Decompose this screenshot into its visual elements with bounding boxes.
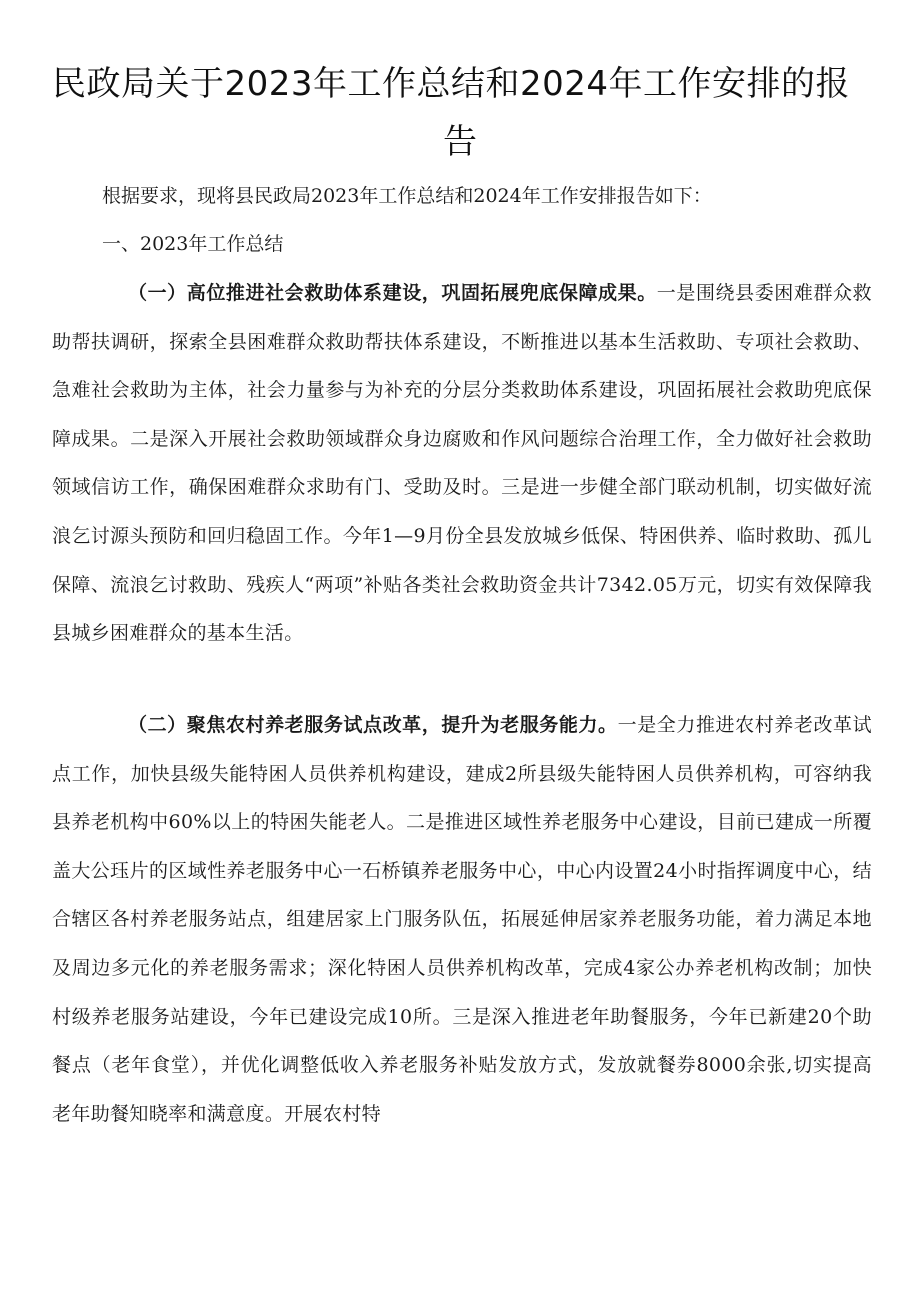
paragraph-lead: （二）聚焦农村养老服务试点改革，提升为老服务能力。 xyxy=(128,714,618,736)
paragraph-body: 一是全力推进农村养老改革试点工作，加快县级失能特困人员供养机构建设，建成2所县级失能特困人员供养机构，可容纳我县养老机构中60%以上的特困失能老人。二是推进区域性养老服务中心建设，目前已建成一所覆盖大公珏片的区域性养老服务中心一石桥镇养老服务中心，中心内设置24小时指挥调度中心，结合辖区各村养老服务站点，组建居家上门服务队伍，拓展延伸居家养老服务功能，着力满足本地及周边多元化的养老服务需求；深化特困人员供养机构改革，完成4家公办养老机构改制；加快村级养老服务站建设，今年已建设完成10所。三是深入推进老年助餐服务，今年已新建20个助餐点（老年食堂），并优化调整低收入养老服务补贴发放方式，发放就餐券8000余张,切实提高老年助餐知晓率和满意度。开展农村特 xyxy=(52,714,872,1125)
paragraph-body: 一是围绕县委困难群众救助帮扶调研，探索全县困难群众救助帮扶体系建设，不断推进以基本生活救助、专项社会救助、急难社会救助为主体，社会力量参与为补充的分层分类救助体系建设，巩固拓展社会救助兜底保障成果。二是深入开展社会救助领域群众身边腐败和作风问题综合治理工作，全力做好社会救助领域信访工作，确保困难群众求助有门、受助及时。三是进一步健全部门联动机制，切实做好流浪乞讨源头预防和回归稳固工作。今年1—9月份全县发放城乡低保、特困供养、临时救助、孤儿保障、流浪乞讨救助、残疾人“两项”补贴各类社会救助资金共计7342.05万元，切实有效保障我县城乡困难群众的基本生活。 xyxy=(52,282,872,645)
section-heading: 一、2023年工作总结 xyxy=(102,233,284,255)
paragraph-elderly-care xyxy=(52,701,872,1138)
intro-paragraph: 根据要求，现将县民政局2023年工作总结和2024年工作安排报告如下： xyxy=(102,185,712,207)
paragraph-lead: （一）高位推进社会救助体系建设，巩固拓展兜底保障成果。 xyxy=(128,282,657,304)
document-title: 民政局关于2023年工作总结和2024年工作安排的报 xyxy=(52,64,851,104)
paragraph-social-assistance xyxy=(52,269,872,658)
document-title-continuation: 告 xyxy=(443,122,477,162)
